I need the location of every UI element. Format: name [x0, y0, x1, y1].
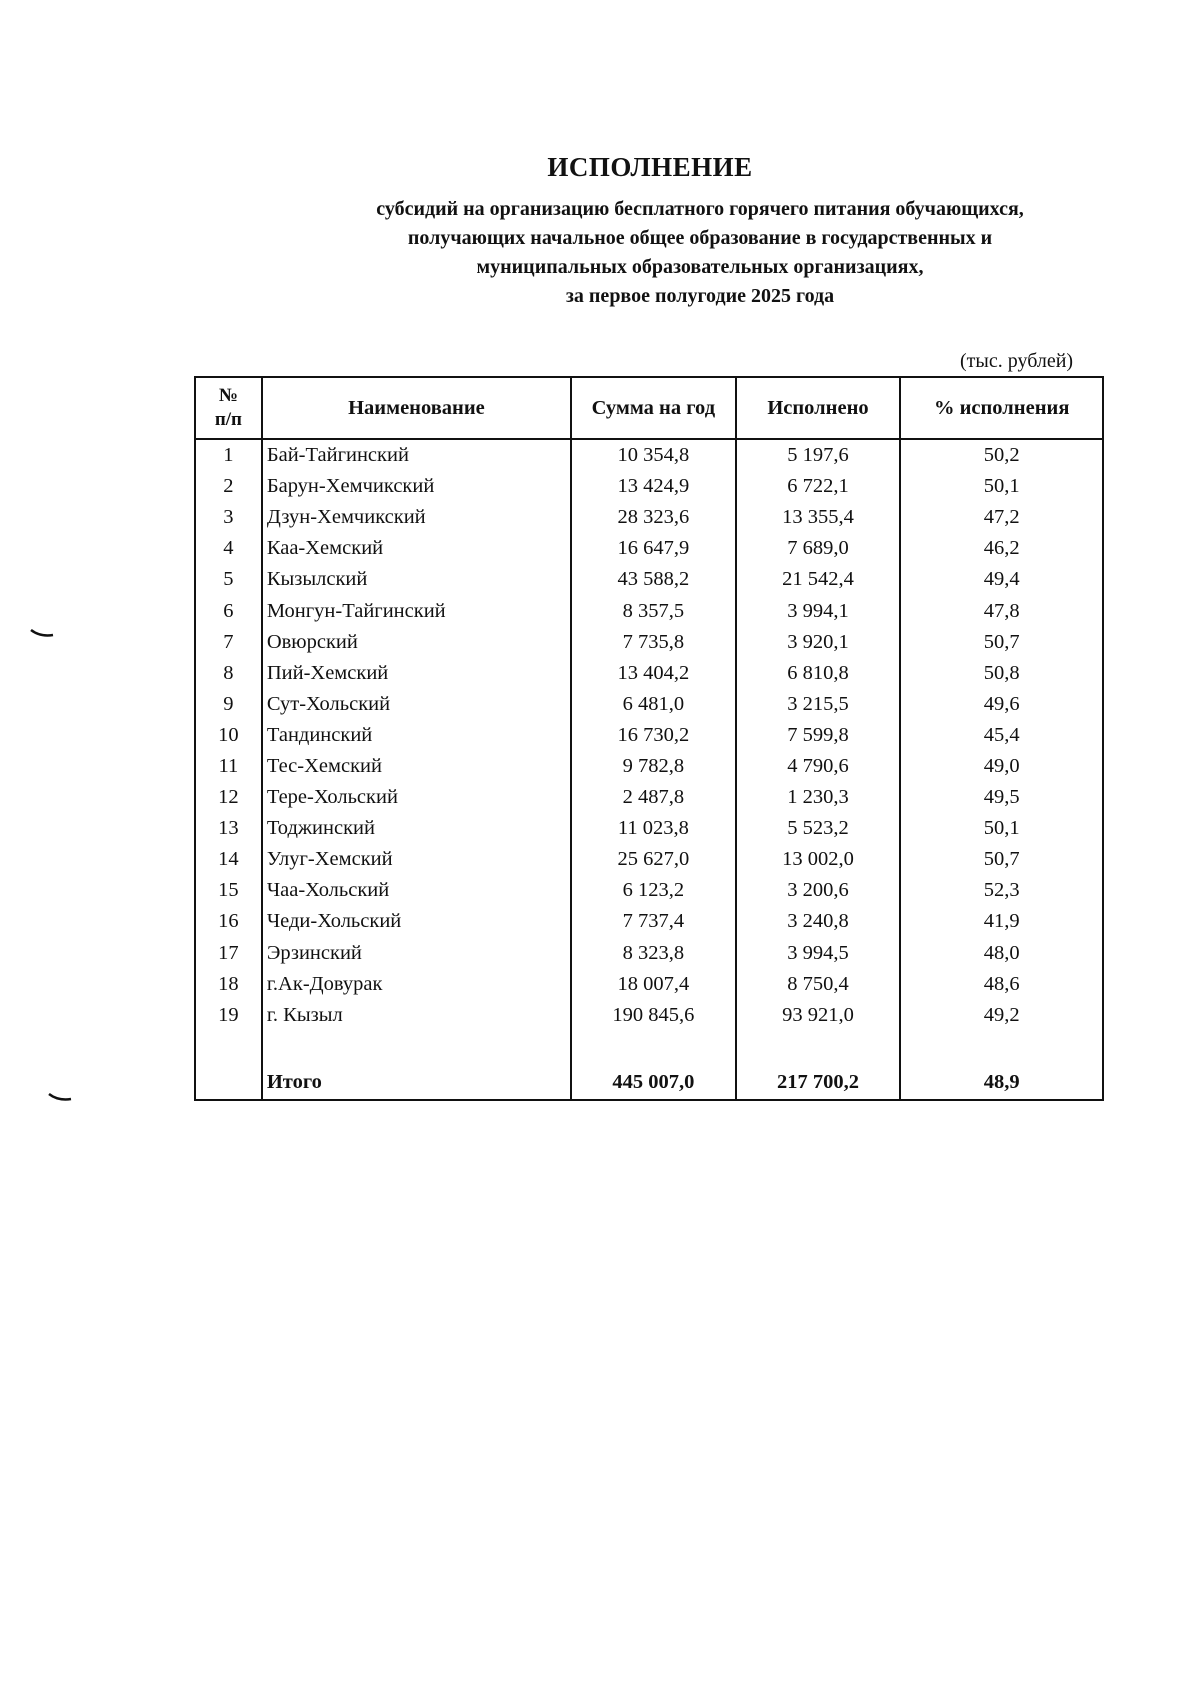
- row-done: 3 215,5: [736, 689, 901, 720]
- total-percent: 48,9: [900, 1067, 1103, 1100]
- row-number: 3: [195, 502, 262, 533]
- row-number: 15: [195, 875, 262, 906]
- row-name: Сут-Хольский: [262, 689, 571, 720]
- row-done: 3 240,8: [736, 906, 901, 937]
- row-done: 3 994,1: [736, 595, 901, 626]
- row-number: 7: [195, 627, 262, 658]
- row-number: 2: [195, 471, 262, 502]
- total-label: Итого: [262, 1067, 571, 1100]
- row-name: Чаа-Хольский: [262, 875, 571, 906]
- row-percent: 49,6: [900, 689, 1103, 720]
- row-sum: 2 487,8: [571, 782, 736, 813]
- table-row: [195, 533, 1103, 564]
- table-header-row: [195, 377, 1103, 439]
- row-name: Каа-Хемский: [262, 533, 571, 564]
- table-row: [195, 720, 1103, 751]
- row-sum: 7 735,8: [571, 627, 736, 658]
- row-number: 5: [195, 564, 262, 595]
- header-name: Наименование: [262, 377, 571, 439]
- row-sum: 6 481,0: [571, 689, 736, 720]
- header-done: Исполнено: [736, 377, 901, 439]
- row-sum: 11 023,8: [571, 813, 736, 844]
- table-total-row: [195, 1067, 1103, 1100]
- row-sum: 18 007,4: [571, 969, 736, 1000]
- row-percent: 52,3: [900, 875, 1103, 906]
- header-number-line2: п/п: [214, 409, 242, 430]
- row-done: 6 722,1: [736, 471, 901, 502]
- row-number: 9: [195, 689, 262, 720]
- table-spacer-row: [195, 1031, 1103, 1067]
- row-percent: 50,7: [900, 844, 1103, 875]
- table-row: [195, 751, 1103, 782]
- row-sum: 43 588,2: [571, 564, 736, 595]
- row-percent: 49,2: [900, 1000, 1103, 1031]
- row-done: 8 750,4: [736, 969, 901, 1000]
- row-number: 8: [195, 658, 262, 689]
- table-row: [195, 595, 1103, 626]
- row-sum: 28 323,6: [571, 502, 736, 533]
- row-done: 7 689,0: [736, 533, 901, 564]
- row-sum: 16 647,9: [571, 533, 736, 564]
- row-sum: 16 730,2: [571, 720, 736, 751]
- table-row: [195, 627, 1103, 658]
- row-done: 93 921,0: [736, 1000, 901, 1031]
- row-percent: 49,4: [900, 564, 1103, 595]
- table-row: [195, 844, 1103, 875]
- table-row: [195, 938, 1103, 969]
- header-sum: Сумма на год: [571, 377, 736, 439]
- row-sum: 6 123,2: [571, 875, 736, 906]
- row-number: 1: [195, 439, 262, 471]
- row-percent: 47,2: [900, 502, 1103, 533]
- subtitle-line: субсидий на организацию бесплатного горячего питания обучающихся,: [376, 198, 1024, 220]
- row-name: Пий-Хемский: [262, 658, 571, 689]
- row-sum: 8 357,5: [571, 595, 736, 626]
- total-sum: 445 007,0: [571, 1067, 736, 1100]
- document-subtitle: [200, 195, 1200, 311]
- execution-table: [194, 376, 1104, 1101]
- table-row: [195, 471, 1103, 502]
- row-percent: 50,1: [900, 471, 1103, 502]
- table-row: [195, 906, 1103, 937]
- header-number-line1: №: [218, 385, 238, 406]
- row-name: Эрзинский: [262, 938, 571, 969]
- row-done: 3 200,6: [736, 875, 901, 906]
- row-percent: 50,2: [900, 439, 1103, 471]
- table-row: [195, 875, 1103, 906]
- total-done: 217 700,2: [736, 1067, 901, 1100]
- row-sum: 13 424,9: [571, 471, 736, 502]
- row-name: г. Кызыл: [262, 1000, 571, 1031]
- row-sum: 25 627,0: [571, 844, 736, 875]
- row-sum: 9 782,8: [571, 751, 736, 782]
- row-done: 3 920,1: [736, 627, 901, 658]
- row-done: 6 810,8: [736, 658, 901, 689]
- row-name: Монгун-Тайгинский: [262, 595, 571, 626]
- row-number: 19: [195, 1000, 262, 1031]
- row-done: 4 790,6: [736, 751, 901, 782]
- row-percent: 48,0: [900, 938, 1103, 969]
- row-percent: 47,8: [900, 595, 1103, 626]
- row-number: 12: [195, 782, 262, 813]
- row-number: 17: [195, 938, 262, 969]
- row-name: Улуг-Хемский: [262, 844, 571, 875]
- row-done: 21 542,4: [736, 564, 901, 595]
- row-done: 5 523,2: [736, 813, 901, 844]
- row-name: Барун-Хемчикский: [262, 471, 571, 502]
- row-name: Тере-Хольский: [262, 782, 571, 813]
- table-row: [195, 502, 1103, 533]
- row-name: Овюрский: [262, 627, 571, 658]
- table-row: [195, 439, 1103, 471]
- row-percent: 45,4: [900, 720, 1103, 751]
- row-name: г.Ак-Довурак: [262, 969, 571, 1000]
- row-number: 16: [195, 906, 262, 937]
- row-name: Чеди-Хольский: [262, 906, 571, 937]
- table-row: [195, 1000, 1103, 1031]
- row-percent: 49,5: [900, 782, 1103, 813]
- row-percent: 50,8: [900, 658, 1103, 689]
- row-done: 5 197,6: [736, 439, 901, 471]
- row-name: Бай-Тайгинский: [262, 439, 571, 471]
- row-percent: 41,9: [900, 906, 1103, 937]
- row-percent: 49,0: [900, 751, 1103, 782]
- row-name: Кызылский: [262, 564, 571, 595]
- row-percent: 50,1: [900, 813, 1103, 844]
- subtitle-line: муниципальных образовательных организациях,: [476, 256, 924, 278]
- row-percent: 48,6: [900, 969, 1103, 1000]
- row-done: 7 599,8: [736, 720, 901, 751]
- row-number: 10: [195, 720, 262, 751]
- row-done: 3 994,5: [736, 938, 901, 969]
- table-row: [195, 564, 1103, 595]
- total-number-cell: [195, 1067, 262, 1100]
- hole-punch-mark: [30, 628, 54, 638]
- row-number: 11: [195, 751, 262, 782]
- table-row: [195, 782, 1103, 813]
- row-number: 14: [195, 844, 262, 875]
- row-done: 13 355,4: [736, 502, 901, 533]
- row-done: 13 002,0: [736, 844, 901, 875]
- row-sum: 7 737,4: [571, 906, 736, 937]
- row-percent: 50,7: [900, 627, 1103, 658]
- units-label: (тыс. рублей): [960, 350, 1074, 372]
- table-row: [195, 969, 1103, 1000]
- row-name: Дзун-Хемчикский: [262, 502, 571, 533]
- row-name: Тандинский: [262, 720, 571, 751]
- subtitle-line: получающих начальное общее образование в государственных и: [407, 227, 993, 249]
- row-sum: 190 845,6: [571, 1000, 736, 1031]
- row-name: Тес-Хемский: [262, 751, 571, 782]
- row-done: 1 230,3: [736, 782, 901, 813]
- header-percent: % исполнения: [900, 377, 1103, 439]
- row-sum: 13 404,2: [571, 658, 736, 689]
- table-row: [195, 689, 1103, 720]
- row-number: 18: [195, 969, 262, 1000]
- document-title: ИСПОЛНЕНИЕ: [547, 152, 753, 182]
- row-number: 13: [195, 813, 262, 844]
- table-row: [195, 658, 1103, 689]
- row-percent: 46,2: [900, 533, 1103, 564]
- header-number: [195, 377, 262, 439]
- table-body: [195, 439, 1103, 1100]
- row-sum: 10 354,8: [571, 439, 736, 471]
- table-row: [195, 813, 1103, 844]
- row-name: Тоджинский: [262, 813, 571, 844]
- row-sum: 8 323,8: [571, 938, 736, 969]
- row-number: 6: [195, 595, 262, 626]
- row-number: 4: [195, 533, 262, 564]
- subtitle-line: за первое полугодие 2025 года: [565, 285, 835, 307]
- hole-punch-mark: [48, 1092, 72, 1102]
